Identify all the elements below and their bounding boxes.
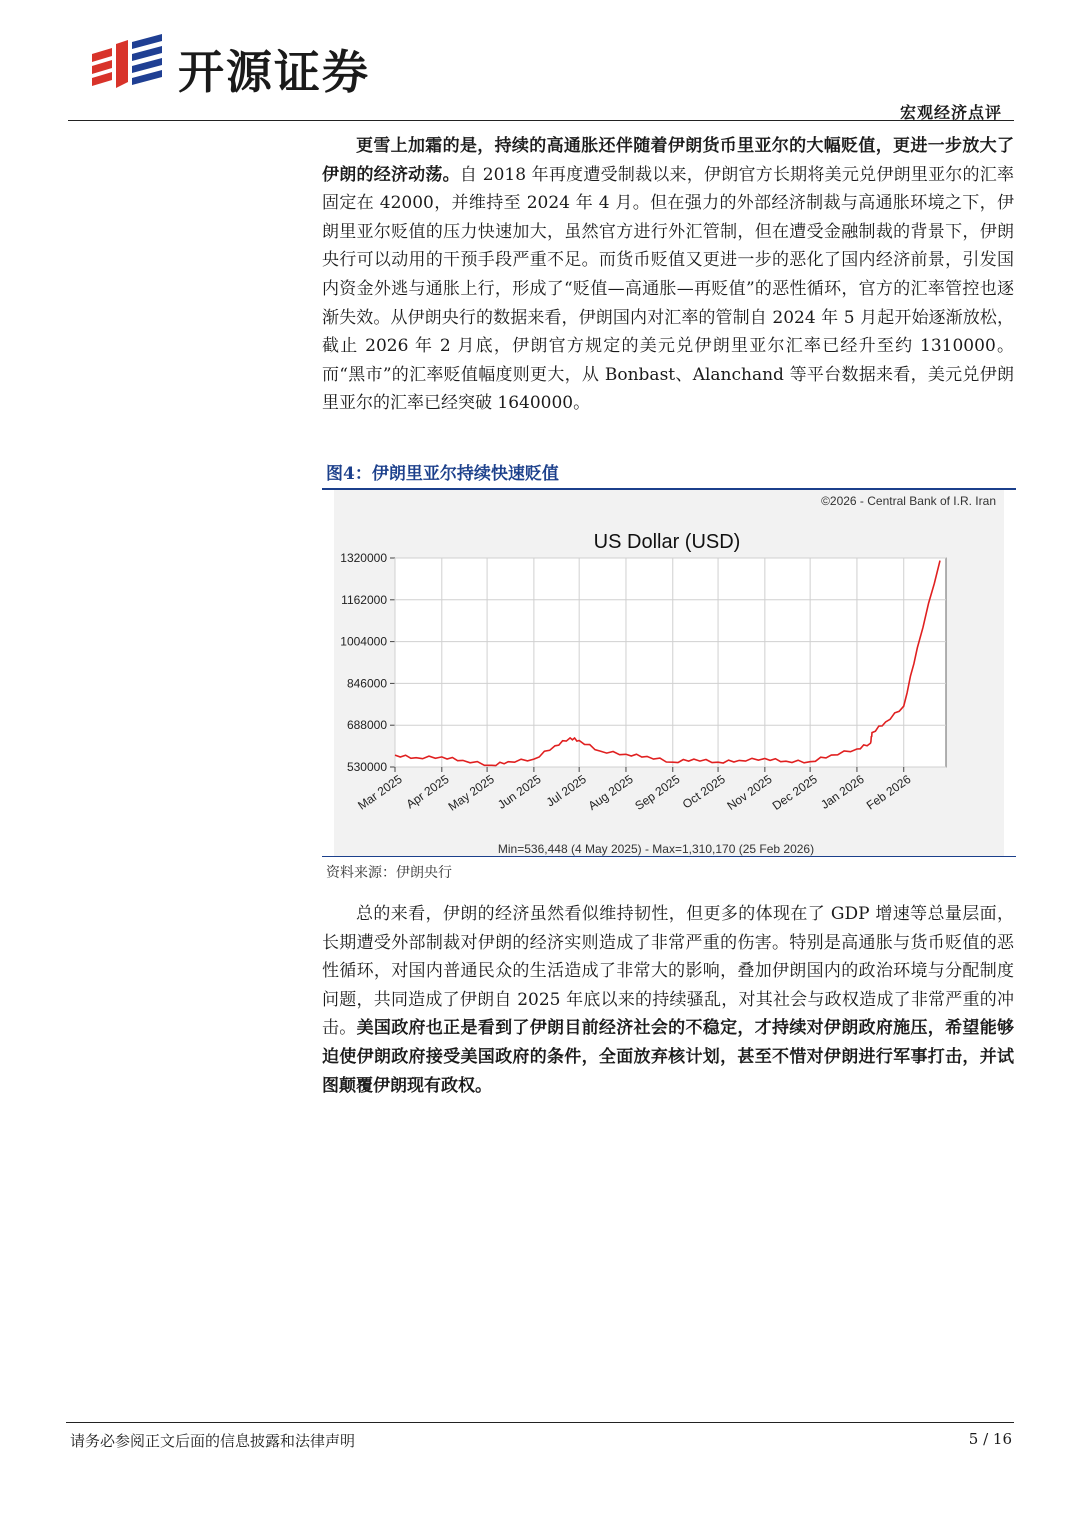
y-tick-label: 1320000 [340,551,387,565]
chart-container [334,490,1004,856]
y-tick-label: 846000 [346,676,387,691]
figure-bottom-rule [322,856,1016,857]
chart-min-max-note: Min=536,448 (4 May 2025) - Max=1,310,170 (25 Feb 2026) [497,842,815,856]
report-section-label: 宏观经济点评 [899,103,1002,122]
x-tick-label: Dec 2025 [769,771,820,813]
chart-copyright: ©2026 - Central Bank of I.R. Iran [821,494,996,508]
paragraph-conclusion [322,900,1014,1100]
y-tick-label: 688000 [346,718,387,733]
x-tick-label: Oct 2025 [679,771,728,812]
x-tick-label: Sep 2025 [632,771,683,813]
chart-title: US Dollar (USD) [593,531,741,553]
y-tick-label: 530000 [346,760,387,774]
brand-name: 开源证券 [178,45,370,99]
x-tick-label: Jun 2025 [495,771,544,812]
usd-rate-line-chart [334,490,1004,856]
brand-logo [88,30,408,100]
x-tick-label: Aug 2025 [585,771,636,813]
x-tick-label: Jan 2026 [818,771,867,812]
footer-divider [66,1422,1014,1423]
paragraph-bold-intro: 更雪上加霜的是，持续的高通胀还伴随着伊朗货币里亚尔的大幅贬值，更进一步放大了伊朗的经济动荡。 [322,136,1014,185]
figure-title: 图4：伊朗里亚尔持续快速贬值 [326,464,559,484]
x-tick-label: Feb 2026 [863,771,914,813]
paragraph-bold-conclusion: 美国政府也正是看到了伊朗目前经济社会的不稳定，才持续对伊朗政府施压，希望能够迫使伊朗政府接受美国政府的条件，全面放弃核计划，甚至不惜对伊朗进行军事打击，并试图颠覆伊朗现有政权。 [322,1018,1015,1096]
plot-area [395,558,946,767]
brand-mark-icon [88,34,166,96]
figure-source: 资料来源：伊朗央行 [326,865,452,881]
paragraph-rial-depreciation [322,132,1014,418]
footer-disclaimer: 请务必参阅正文后面的信息披露和法律声明 [70,1432,356,1450]
x-tick-label: May 2025 [445,771,497,814]
y-tick-label: 1004000 [340,634,387,649]
header-divider [68,120,1014,121]
paragraph-body-text: 自 2018 年再度遭受制裁以来，伊朗官方长期将美元兑伊朗里亚尔的汇率固定在 42000，并维持至 2024 年 4 月。但在强力的外部经济制裁与高通胀环境之下，伊朗里亚尔贬值的压力快速加大，虽然官方进行外汇管制，但在遭受金融制裁的背景下，伊朗央行可以动用的干预手段严重不足。而货币贬值又更进一步的恶化了国内经济前景，引发国内资金外逃与通胀上行，形成了“贬值—高通胀—再贬值”的恶性循环，官方的汇率管控也逐渐失效。从伊朗央行的数据来看，伊朗国内对汇率的管制自 2024 年 5 月起开始逐渐放松，截止 2026 年 2 月底，伊朗官方规定的美元兑伊朗里亚尔汇率已经升至约 1310000。而“黑市”的汇率贬值幅度则更大，从 Bonbast、Alanchand 等平台数据来看，美元兑伊朗里亚尔的汇率已经突破 1640000。 [322,164,1015,414]
x-tick-label: Nov 2025 [724,771,775,813]
page-number: 5 / 16 [968,1430,1012,1448]
x-tick-label: Jul 2025 [543,771,589,810]
paragraph-body-text: 总的来看，伊朗的经济虽然看似维持韧性，但更多的体现在了 GDP 增速等总量层面，长期遭受外部制裁对伊朗的经济实则造成了非常严重的伤害。特别是高通胀与货币贬值的恶性循环，对国内普通民众的生活造成了非常大的影响，叠加伊朗国内的政治环境与分配制度问题，共同造成了伊朗自 2025 年底以来的持续骚乱，对其社会与政权造成了非常严重的冲击。 [322,904,1014,1039]
x-tick-label: Apr 2025 [403,771,452,812]
y-tick-label: 1162000 [341,592,387,607]
x-tick-label: Mar 2025 [355,771,405,813]
